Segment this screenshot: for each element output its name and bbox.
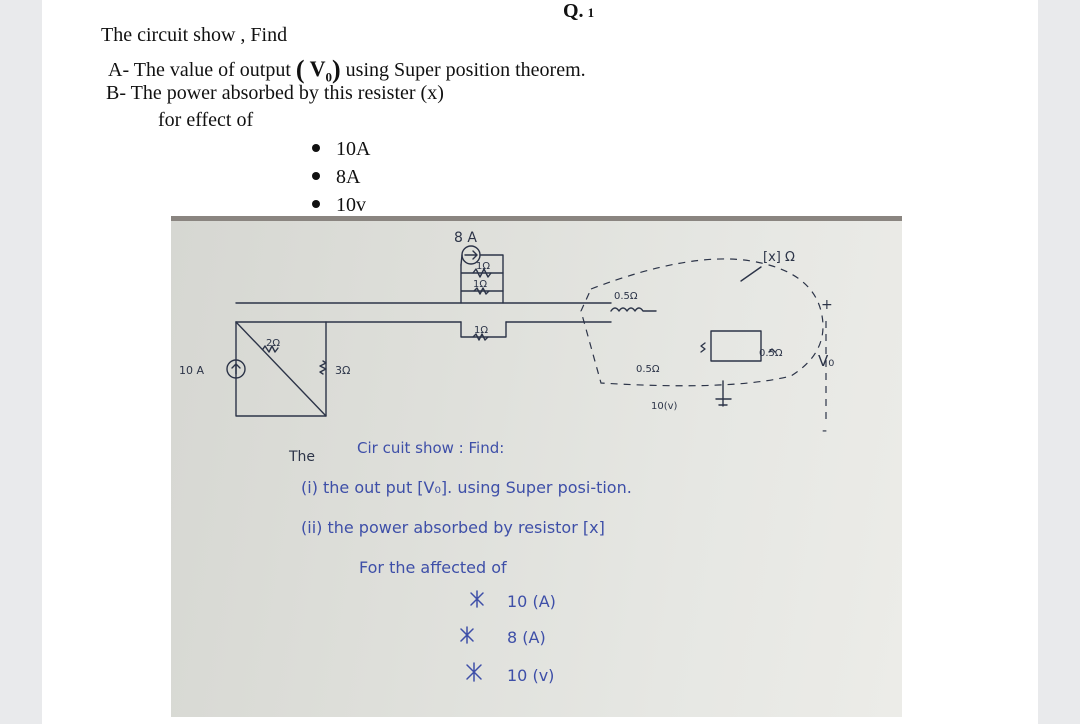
- label-vo: V₀: [818, 352, 835, 370]
- source-list: [312, 135, 370, 219]
- note-item-10v: 10 (v): [507, 666, 555, 685]
- list-item: [312, 135, 370, 163]
- source-10v: 10v: [336, 194, 366, 216]
- vo-subscript: 0: [325, 69, 332, 85]
- resistor-icon: [611, 308, 656, 311]
- bullet-icon: [312, 172, 320, 180]
- label-10a: 10 A: [179, 364, 205, 377]
- source-8a: 8A: [336, 166, 361, 188]
- note-item-10a: 10 (A): [507, 592, 556, 611]
- pointer-line: [741, 267, 761, 281]
- label-r1b: 1Ω: [473, 279, 488, 290]
- part-a-paren-open: (: [295, 55, 305, 84]
- part-a-text-after: using Super position theorem.: [345, 59, 586, 81]
- note-the: The: [289, 449, 316, 465]
- vo-symbol: [309, 56, 332, 85]
- label-10v: 10(v): [651, 401, 678, 412]
- question-label: Q.: [563, 0, 584, 22]
- arrow-icon: [232, 364, 240, 374]
- bullet-icon: [312, 144, 320, 152]
- resistor-icon: [701, 343, 705, 352]
- note-line1: Cir cuit show : Find:: [357, 439, 505, 457]
- list-item: [312, 191, 370, 219]
- part-a-paren-close: ): [331, 55, 341, 84]
- wire-diagonal: [236, 322, 326, 416]
- label-r1a: 1Ω: [476, 261, 491, 272]
- circuit-photo: [171, 216, 902, 717]
- resistor-icon: [320, 361, 326, 374]
- label-r05-right: 0.5Ω: [759, 348, 783, 359]
- label-r3: 3Ω: [335, 364, 351, 377]
- label-r1c: 1Ω: [474, 325, 489, 336]
- asterisk-icon: [471, 591, 483, 607]
- arrow-icon: [465, 251, 477, 259]
- note-line4: For the affected of: [359, 558, 507, 577]
- asterisk-icon: [467, 663, 481, 681]
- part-b: B- The power absorbed by this resister (x): [106, 82, 444, 104]
- circuit-diagram: [171, 221, 902, 717]
- asterisk-icon: [461, 627, 473, 643]
- label-r05-top: 0.5Ω: [614, 291, 638, 302]
- label-minus: -: [822, 423, 828, 439]
- label-plus: +: [821, 297, 833, 313]
- effect-label: for effect of: [158, 109, 254, 131]
- list-item: [312, 163, 370, 191]
- dashed-loop: [581, 259, 823, 386]
- label-rx: [x] Ω: [763, 250, 795, 265]
- part-a: [108, 55, 586, 85]
- label-r2: 2Ω: [266, 338, 281, 349]
- source-10a: 10A: [336, 138, 371, 160]
- part-a-text-before: A- The value of output: [108, 59, 291, 81]
- wire-box: [711, 331, 761, 361]
- note-line2: (i) the out put [V₀]. using Super posi-tion.: [301, 478, 632, 497]
- note-line3: (ii) the power absorbed by resistor [x]: [301, 518, 605, 537]
- label-8a: 8 A: [454, 230, 477, 246]
- note-item-8a: 8 (A): [507, 628, 546, 647]
- question-number: [563, 0, 594, 23]
- question-number-value: 1: [587, 5, 595, 20]
- vo-letter: V: [309, 56, 326, 81]
- label-r05-mid: 0.5Ω: [636, 364, 660, 375]
- question-intro: The circuit show , Find: [101, 24, 288, 46]
- bullet-icon: [312, 200, 320, 208]
